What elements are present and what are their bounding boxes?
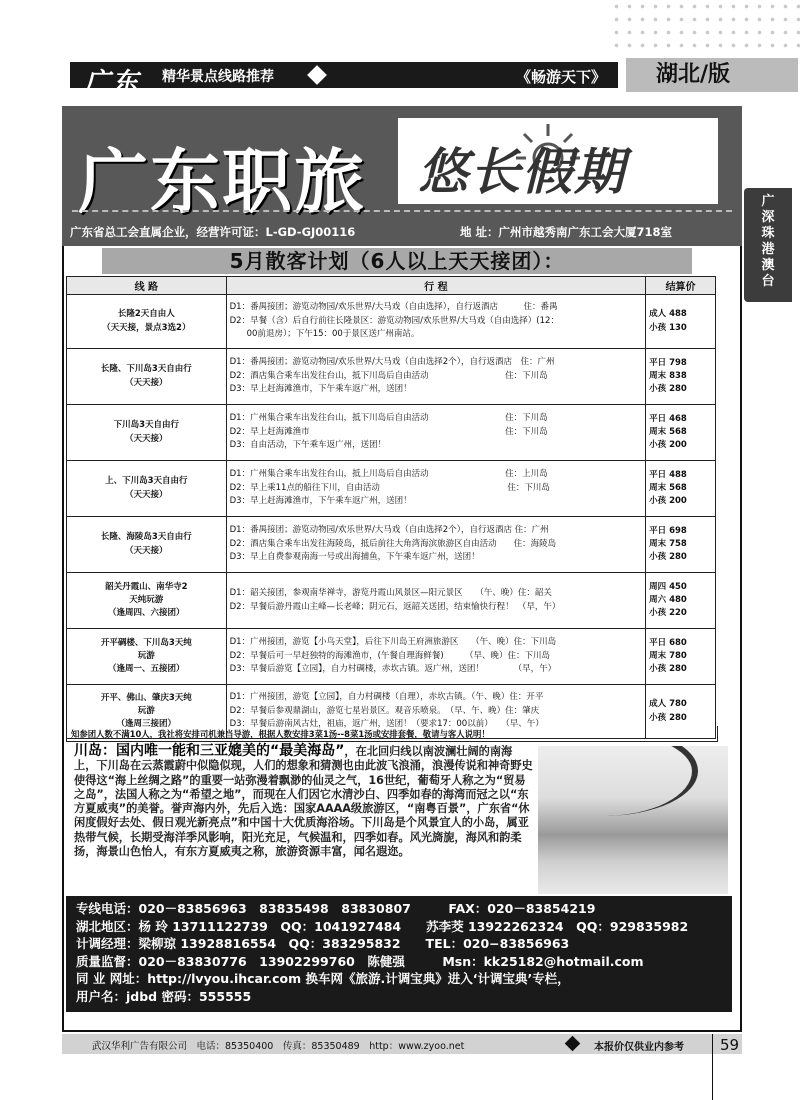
day-line: D1：广州集合乘车出发往台山，抵下川岛后自由活动 住：下川岛 bbox=[229, 413, 548, 424]
side-tab-char: 港 bbox=[761, 242, 775, 257]
price-line: 小孩 280 bbox=[649, 552, 687, 563]
price-line: 小孩 280 bbox=[649, 664, 687, 675]
route-table bbox=[66, 276, 716, 739]
route-line: 天纯玩游 bbox=[129, 594, 164, 605]
contact-line: 专线电话：020－83856963 83835498 83830807 FAX：020－83854219 bbox=[76, 901, 596, 916]
header-route: 线 路 bbox=[67, 277, 227, 295]
brand-logo bbox=[398, 118, 718, 204]
price-line: 小孩 200 bbox=[649, 496, 687, 507]
price-line: 周末 568 bbox=[649, 482, 687, 493]
company-title: 广东职旅 bbox=[78, 140, 366, 223]
price bbox=[646, 629, 716, 685]
price-line: 小孩 130 bbox=[649, 322, 687, 333]
header-price: 结算价 bbox=[646, 277, 716, 295]
day-line: D1：广州集合乘车出发往台山，抵上川岛后自由活动 住：上川岛 bbox=[229, 469, 548, 480]
route-line: 长隆2天自由人 bbox=[117, 309, 175, 320]
price bbox=[646, 405, 716, 461]
price-line: 周四 450 bbox=[649, 581, 687, 592]
contact-box bbox=[66, 896, 732, 1012]
header-subtitle: 精华景点线路推荐 bbox=[162, 69, 274, 85]
price bbox=[646, 295, 716, 349]
day-line: D1：广州接团，游览【立园】，自力村碉楼（自理），赤坎古镇。（午、晚）住：开平 bbox=[229, 692, 544, 703]
contact-line: 湖北地区：杨 玲 13711122739 QQ：1041927484 苏李茭 13922262324 QQ：929835982 bbox=[76, 918, 689, 934]
route-line: 韶关丹霞山、南华寺2 bbox=[105, 581, 188, 592]
contact-line: 计调经理：梁柳琼 13928816554 QQ：383295832 TEL：020−83856963 bbox=[76, 936, 570, 951]
route-name bbox=[67, 573, 227, 629]
price-line: 成人 488 bbox=[649, 309, 687, 320]
day-line: D1：番禺接团；游览动物园/欢乐世界/大马戏（自由选择2个），自行返酒店 住：广州 bbox=[229, 357, 555, 368]
plan-title: 5月散客计划（6人以上天天接团）： bbox=[102, 248, 692, 274]
day-line: D1：韶关接团，参观南华禅寺，游览丹霞山风景区—阳元景区 （午、晚）住：韶关 bbox=[229, 587, 552, 598]
price bbox=[646, 349, 716, 405]
price-line: 小孩 280 bbox=[649, 384, 687, 395]
day-line: D3：早上赶海滩渔市，下午乘车返广州，送团！ bbox=[229, 384, 412, 395]
price-line: 小孩 280 bbox=[649, 712, 687, 723]
route-line: （逢周一、五接团） bbox=[108, 664, 185, 675]
day-line: D3：早餐后游南风古灶，祖庙，返广州，送团！（要求17：00以前） （早、午） bbox=[229, 719, 544, 730]
itinerary bbox=[226, 629, 646, 685]
group-note: 知参团人数不满10人，我社将安排司机兼当导游，根据人数安排3菜1汤--8菜1汤或安排套餐，敬请与客人说明！ bbox=[66, 726, 718, 742]
price-line: 成人 780 bbox=[649, 699, 687, 710]
route-line: （天天接） bbox=[125, 377, 168, 388]
route-line: （天天接） bbox=[125, 545, 168, 556]
side-tab-char: 澳 bbox=[761, 258, 775, 273]
day-line: D3：早上赶海滩渔市，下午乘车返广州，送团！ bbox=[229, 496, 412, 507]
day-line: D3：早餐后游览【立园】，自力村碉楼，赤坎古镇。返广州，送团！ （早，午） bbox=[229, 664, 557, 675]
price-line: 周末 838 bbox=[649, 370, 687, 381]
side-tab bbox=[744, 188, 792, 302]
company-address: 地 址：广州市越秀南广东工会大厦718室 bbox=[460, 225, 673, 239]
route-name bbox=[67, 629, 227, 685]
route-line: （天天接） bbox=[125, 489, 168, 500]
route-line: 下川岛3天自由行 bbox=[113, 420, 180, 431]
palm-leaf-icon bbox=[538, 746, 698, 816]
page-divider bbox=[712, 1034, 713, 1100]
page-header bbox=[70, 58, 798, 98]
price bbox=[646, 517, 716, 573]
route-name bbox=[67, 405, 227, 461]
table-row bbox=[67, 461, 716, 517]
route-line: 上、下川岛3天自由行 bbox=[105, 476, 188, 487]
route-line: 长隆、海陵岛3天自由行 bbox=[100, 532, 192, 543]
route-line: 玩游 bbox=[137, 705, 155, 716]
company-license: 广东省总工会直属企业，经营许可证：L-GD-GJ00116 bbox=[70, 225, 356, 239]
table-row bbox=[67, 573, 716, 629]
price-line: 平日 698 bbox=[649, 525, 687, 536]
price-line: 平日 680 bbox=[649, 637, 687, 648]
itinerary bbox=[226, 461, 646, 517]
route-line: 长隆、下川岛3天自由行 bbox=[100, 364, 192, 375]
day-line: D3：早上自费参观南海一号或出海捕鱼，下午乘车返广州，送团！ bbox=[229, 552, 480, 563]
route-name bbox=[67, 461, 227, 517]
day-line: D2：早餐后可一早赶独特的海滩渔市，(午餐自理海鲜餐) （早、晚）住：下川岛 bbox=[229, 650, 550, 661]
price-line: 平日 488 bbox=[649, 469, 687, 480]
diamond-icon bbox=[565, 1036, 581, 1052]
route-line: 开平碉楼、下川岛3天纯 bbox=[100, 637, 192, 648]
side-tab-char: 广 bbox=[761, 194, 775, 209]
day-line: D2：早上乘11点的船往下川，自由活动 住：下川岛 bbox=[229, 482, 550, 493]
header-bar bbox=[70, 62, 618, 98]
footer-publisher: 武汉华利广告有限公司 电话：85350400 传真：85350489 http：www.zyoo.net bbox=[92, 1041, 465, 1052]
price-line: 周末 568 bbox=[649, 426, 687, 437]
day-line: D1：番禺接团；游览动物园/欢乐世界/大马戏（自由选择），自行返酒店 住：番禺 bbox=[229, 302, 558, 313]
table-row bbox=[67, 405, 716, 461]
price-line: 周末 780 bbox=[649, 650, 687, 661]
route-line: （天天接） bbox=[125, 433, 168, 444]
table-header-row bbox=[67, 277, 716, 295]
contact-line: 同 业 网址：http://lvyou.ihcar.com 换车网《旅游.计调宝典》进入‘计调宝典’专栏， bbox=[76, 971, 570, 986]
itinerary bbox=[226, 405, 646, 461]
header-brand: 广东 bbox=[84, 68, 141, 98]
route-name bbox=[67, 517, 227, 573]
day-line: D2：酒店集合乘车出发往台山，抵下川岛后自由活动 住：下川岛 bbox=[229, 370, 548, 381]
day-line: D3：自由活动，下午乘车返广州，送团！ bbox=[229, 440, 387, 451]
price bbox=[646, 573, 716, 629]
route-line: （逢周三接团） bbox=[116, 719, 177, 730]
day-line: 00前退房）；下午15：00于景区送广州南站。 bbox=[229, 329, 420, 340]
contact-line: 用户名：jdbd 密码：555555 bbox=[76, 988, 252, 1004]
route-name bbox=[67, 349, 227, 405]
description-headline: 川岛：国内唯一能和三亚媲美的“最美海岛” bbox=[74, 743, 345, 759]
itinerary bbox=[226, 517, 646, 573]
price bbox=[646, 461, 716, 517]
edition-label: 湖北/版 bbox=[626, 58, 798, 92]
route-name bbox=[67, 295, 227, 349]
price-line: 小孩 220 bbox=[649, 608, 687, 619]
side-tab-char: 深 bbox=[761, 210, 775, 225]
day-line: D2：早餐后参观鼎湖山，游览七星岩景区。观音乐喷泉。 （早、午、晚）住：肇庆 bbox=[229, 705, 540, 716]
table-row bbox=[67, 295, 716, 349]
table-row bbox=[67, 349, 716, 405]
price-line: 小孩 200 bbox=[649, 440, 687, 451]
route-line: （天天接，景点3选2） bbox=[102, 322, 191, 333]
route-line: 开平、佛山、肇庆3天纯 bbox=[100, 692, 192, 703]
ad-banner bbox=[62, 106, 742, 246]
page-number: 59 bbox=[720, 1036, 740, 1054]
header-itinerary: 行 程 bbox=[226, 277, 646, 295]
price-line: 平日 468 bbox=[649, 413, 687, 424]
price-line: 周末 758 bbox=[649, 538, 687, 549]
dot-pattern bbox=[610, 0, 800, 56]
contact-line: 质量监督：020－83830776 13902299760 陈健强 Msn：kk25182@hotmail.com bbox=[76, 953, 644, 969]
page-footer bbox=[62, 1034, 742, 1054]
itinerary bbox=[226, 295, 646, 349]
day-line: D2：早餐后游丹霞山主峰—长老峰；阴元石，返韶关送团，结束愉快行程！ （早，午） bbox=[229, 601, 561, 612]
day-line: D1：番禺接团；游览动物园/欢乐世界/大马戏（自由选择2个），自行返酒店 住：广州 bbox=[229, 525, 549, 536]
description-body: ，在北回归线以南波澜壮阔的南海上，下川岛在云蒸霞蔚中似隐似现，人们的想象和猜测也由此波飞浪涌，浪漫传说和神奇野史使得这“海上丝绸之路”的重要一站弥漫着飘渺的仙灵之气，16世纪，葡萄牙人称之为“贸易之岛”，法国人称之为“希望之地”，而现在人们因它水清沙白、四季如春的海湾而冠之以“东方夏威夷”的美誉。誉声海内外，先后入选：国家AAAA级旅游区，“南粤百景”，广东省“休闲度假好去处、假日观光新亮点”和中国十大优质海浴场。下川岛是个风景宜人的小岛，属亚热带气候，长期受海洋季风影响，阳光充足，气候温和，四季如春。风光旖旎，海风和韵柔扬，海景山色怡人，有东方夏威夷之称，旅游资源丰富，闻名遐迩。 bbox=[74, 745, 533, 859]
day-line: D2：早餐（含）后自行前往长隆景区：游览动物园/欢乐世界/大马戏（自由选择）(12： bbox=[229, 315, 559, 326]
route-line: （逢周四、六接团） bbox=[108, 608, 185, 619]
table-row bbox=[67, 629, 716, 685]
island-description bbox=[74, 744, 534, 859]
dashed-divider bbox=[72, 210, 732, 212]
route-line: 玩游 bbox=[137, 650, 155, 661]
magazine-name: 《畅游天下》 bbox=[516, 68, 607, 86]
footer-disclaimer: 本报价仅供业内参考 bbox=[594, 1042, 684, 1053]
beach-photo bbox=[538, 746, 728, 894]
price-line: 周六 480 bbox=[649, 594, 687, 605]
side-tab-char: 珠 bbox=[761, 226, 775, 241]
table-row bbox=[67, 517, 716, 573]
price-line: 平日 798 bbox=[649, 357, 687, 368]
day-line: D2：早上赶海滩渔市 住：下川岛 bbox=[229, 426, 548, 437]
itinerary bbox=[226, 349, 646, 405]
logo-text: 悠长假期 bbox=[418, 142, 626, 201]
itinerary bbox=[226, 573, 646, 629]
diamond-icon bbox=[307, 65, 327, 85]
day-line: D2：酒店集合乘车出发往海陵岛，抵后前往大角湾海滨旅游区自由活动 住：海陵岛 bbox=[229, 538, 557, 549]
side-tab-char: 台 bbox=[761, 274, 775, 289]
day-line: D1：广州接团，游览【小鸟天堂】，后往下川岛王府洲旅游区 （午、晚）住：下川岛 bbox=[229, 637, 557, 648]
